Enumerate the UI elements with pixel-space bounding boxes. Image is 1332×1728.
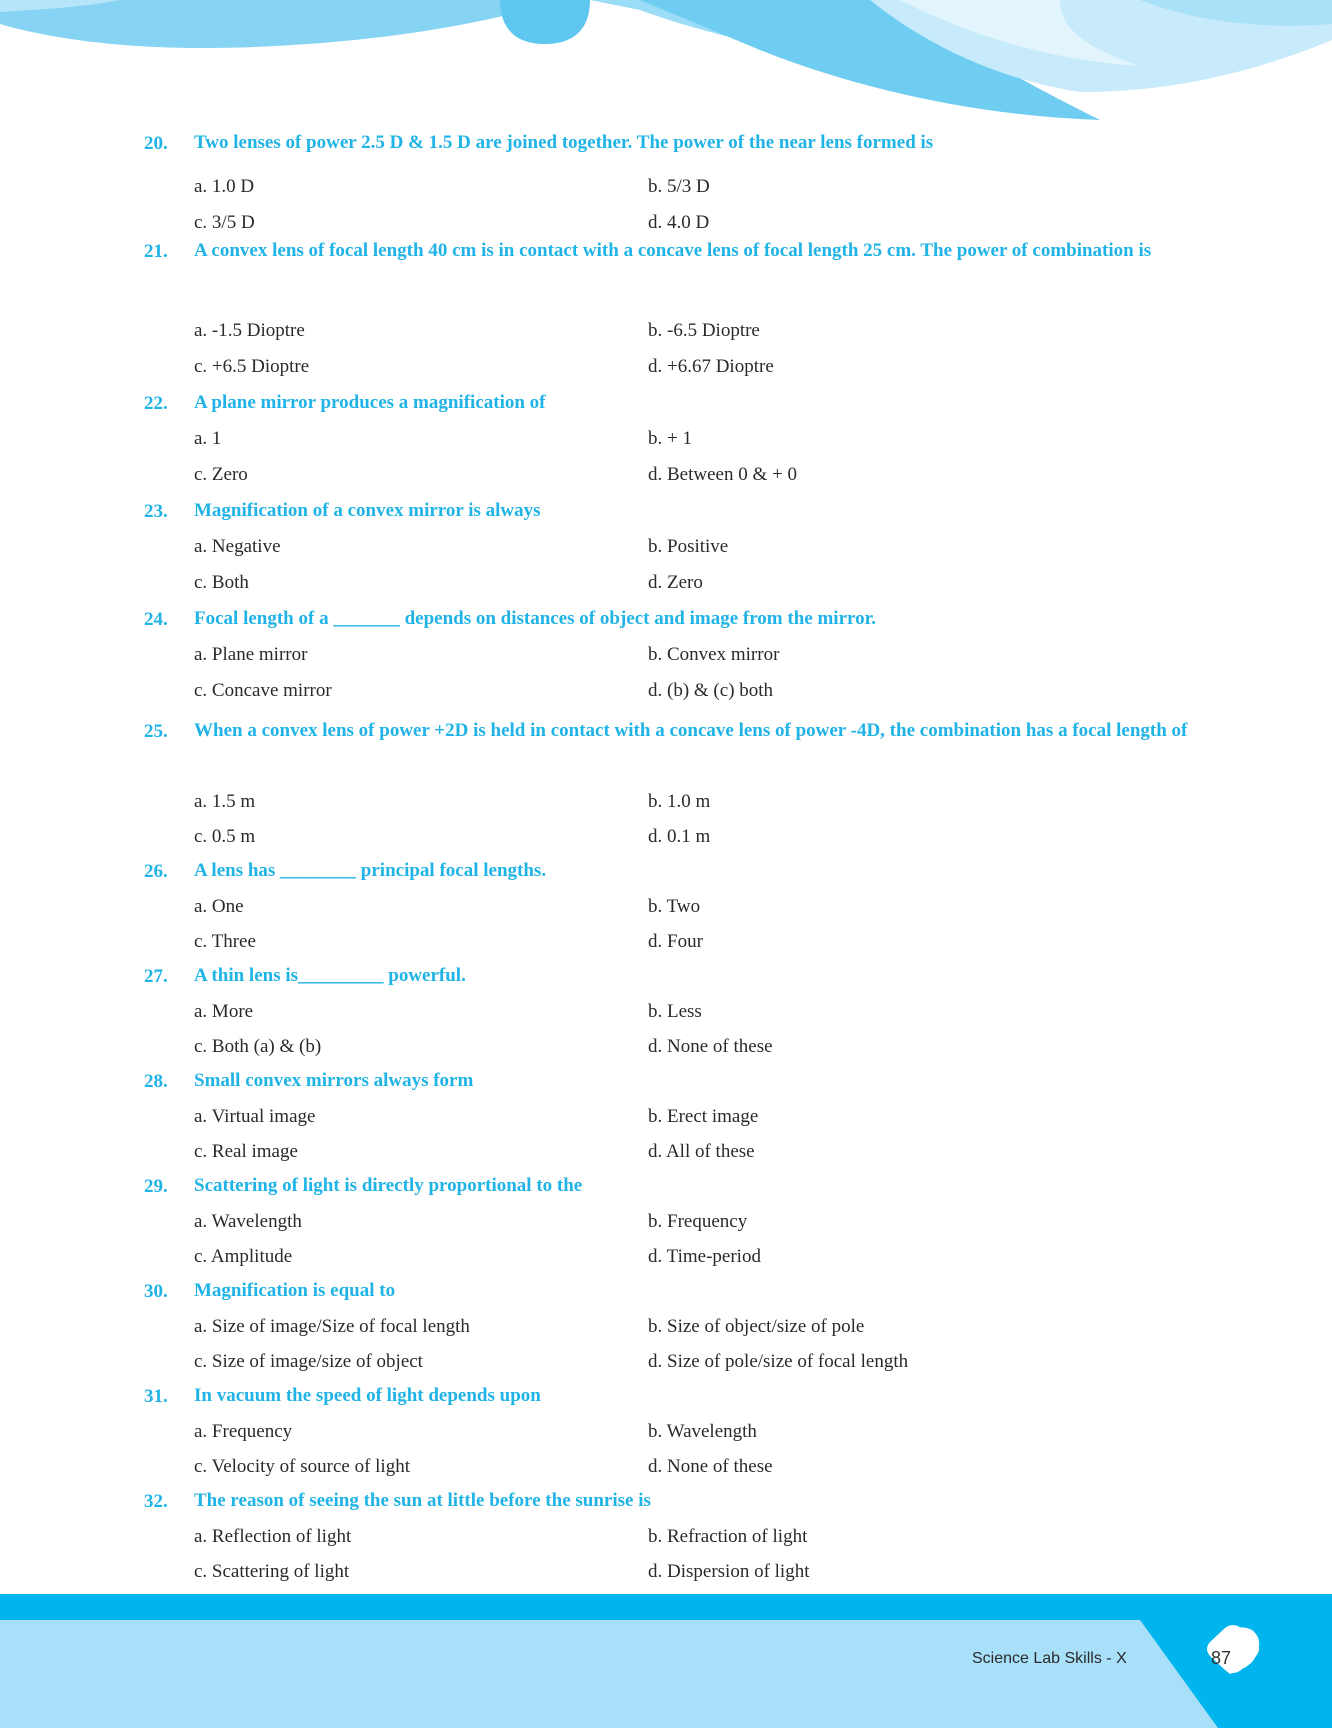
option-a: a. 1.5 m [194, 791, 256, 812]
option-b: b. Size of object/size of pole [648, 1316, 865, 1337]
question-text: In vacuum the speed of light depends upon [194, 1385, 541, 1406]
option-d: d. Between 0 & + 0 [648, 464, 797, 485]
option-c: c. Amplitude [194, 1246, 293, 1267]
question-number: 32. [144, 1491, 168, 1512]
option-a: a. Negative [194, 536, 281, 557]
question-text: A plane mirror produces a magnification of [194, 392, 546, 413]
option-d: d. None of these [648, 1456, 773, 1477]
option-d: d. +6.67 Dioptre [648, 356, 774, 377]
question-text: Small convex mirrors always form [194, 1070, 474, 1091]
option-c: c. +6.5 Dioptre [194, 356, 310, 377]
footer-corner-shape [0, 1594, 1332, 1728]
question-text: A lens has ________ principal focal lengths. [194, 860, 547, 881]
option-d: d. Size of pole/size of focal length [648, 1351, 909, 1372]
option-b: b. Wavelength [648, 1421, 757, 1442]
option-a: a. Reflection of light [194, 1526, 352, 1547]
option-b: b. Refraction of light [648, 1526, 808, 1547]
question-number: 26. [144, 861, 168, 882]
option-a: a. More [194, 1001, 254, 1022]
option-b: b. Frequency [648, 1211, 748, 1232]
option-d: d. 4.0 D [648, 212, 710, 233]
option-a: a. Size of image/Size of focal length [194, 1316, 470, 1337]
question-number: 27. [144, 966, 168, 987]
option-a: a. Frequency [194, 1421, 293, 1442]
option-d: d. All of these [648, 1141, 755, 1162]
option-b: b. 1.0 m [648, 791, 711, 812]
question-number: 24. [144, 609, 168, 630]
option-a: a. Wavelength [194, 1211, 302, 1232]
page-footer [0, 1594, 1332, 1728]
option-c: c. Real image [194, 1141, 298, 1162]
question-text: The reason of seeing the sun at little before the sunrise is [194, 1490, 651, 1511]
option-c: c. Scattering of light [194, 1561, 350, 1582]
option-b: b. Erect image [648, 1106, 759, 1127]
option-a: a. -1.5 Dioptre [194, 320, 305, 341]
option-c: c. Both (a) & (b) [194, 1036, 322, 1057]
question-text: Magnification of a convex mirror is always [194, 500, 541, 521]
option-d: d. (b) & (c) both [648, 680, 774, 701]
question-number: 28. [144, 1071, 168, 1092]
option-c: c. Zero [194, 464, 248, 485]
option-b: b. Convex mirror [648, 644, 780, 665]
question-number: 31. [144, 1386, 168, 1407]
option-a: a. 1.0 D [194, 176, 255, 197]
option-a: a. Virtual image [194, 1106, 316, 1127]
option-a: a. 1 [194, 428, 222, 449]
question-text: Scattering of light is directly proportional to the [194, 1175, 583, 1196]
question-number: 30. [144, 1281, 168, 1302]
header-wave-decoration [0, 0, 1332, 130]
option-d: d. Dispersion of light [648, 1561, 810, 1582]
question-text: A thin lens is_________ powerful. [194, 965, 466, 986]
question-text: Two lenses of power 2.5 D & 1.5 D are joined together. The power of the near lens formed is [194, 132, 934, 153]
option-d: d. None of these [648, 1036, 773, 1057]
question-number: 20. [144, 133, 168, 154]
option-c: c. Both [194, 572, 249, 593]
option-d: d. 0.1 m [648, 826, 711, 847]
option-c: c. Size of image/size of object [194, 1351, 423, 1372]
option-c: c. Velocity of source of light [194, 1456, 410, 1477]
question-number: 23. [144, 501, 168, 522]
question-number: 22. [144, 393, 168, 414]
option-b: b. Less [648, 1001, 702, 1022]
option-c: c. 0.5 m [194, 826, 256, 847]
question-text: A convex lens of focal length 40 cm is in contact with a concave lens of focal length 25 cm. The power of combination is [194, 240, 1152, 261]
question-text: Magnification is equal to [194, 1280, 396, 1301]
option-d: d. Four [648, 931, 703, 952]
question-text: Focal length of a _______ depends on distances of object and image from the mirror. [194, 608, 877, 629]
question-number: 25. [144, 721, 168, 742]
book-title: Science Lab Skills - X [972, 1650, 1127, 1667]
option-b: b. + 1 [648, 428, 692, 449]
option-c: c. 3/5 D [194, 212, 255, 233]
option-a: a. Plane mirror [194, 644, 308, 665]
option-a: a. One [194, 896, 244, 917]
option-c: c. Concave mirror [194, 680, 332, 701]
option-b: b. Two [648, 896, 701, 917]
option-b: b. 5/3 D [648, 176, 710, 197]
question-text: When a convex lens of power +2D is held in contact with a concave lens of power -4D, the combination has a focal length of [194, 720, 1188, 741]
option-b: b. -6.5 Dioptre [648, 320, 760, 341]
option-c: c. Three [194, 931, 256, 952]
option-d: d. Zero [648, 572, 703, 593]
option-d: d. Time-period [648, 1246, 761, 1267]
question-number: 21. [144, 241, 168, 262]
page-number: 87 [1210, 1648, 1232, 1668]
question-number: 29. [144, 1176, 168, 1197]
option-b: b. Positive [648, 536, 729, 557]
